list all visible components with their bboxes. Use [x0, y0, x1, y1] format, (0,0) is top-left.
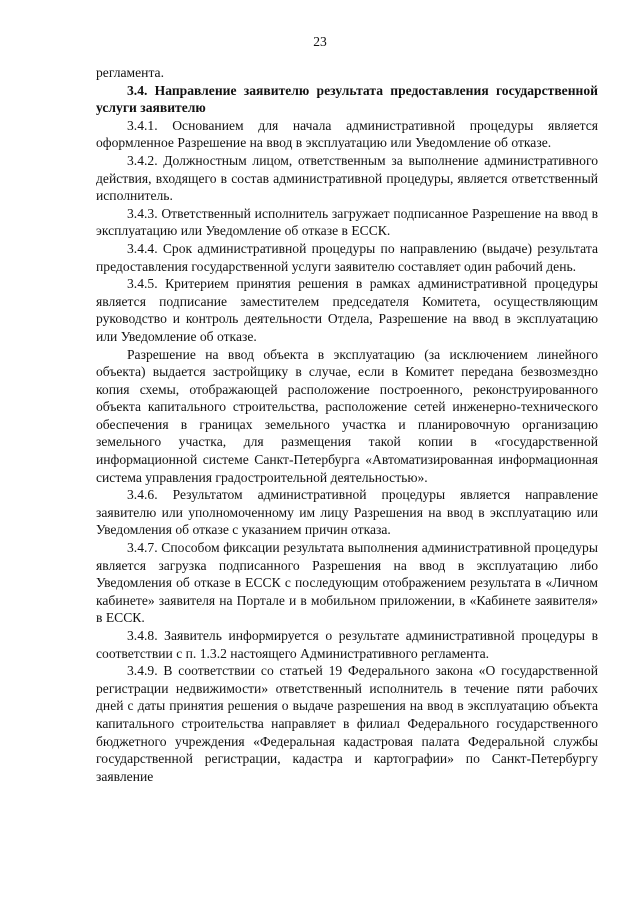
paragraph-3-4-7: 3.4.7. Способом фиксации результата выполнения административной процедуры является загрузка подписанного Разрешения на ввод в эксплуатацию либо Уведомления об отказе в ЕССК с последующим отображением результата в «Личном кабинете» заявителя на Портале и в мобильном приложении, в «Кабинете заявителя» в ЕССК.	[96, 540, 598, 626]
paragraph-3-4-9: 3.4.9. В соответствии со статьей 19 Федерального закона «О государственной регистрации недвижимости» ответственный исполнитель в течение пяти рабочих дней с даты принятия решения о выдаче разрешения на ввод в эксплуатацию объекта капитального строительства направляет в филиал Федерального государственного бюджетного учреждения «Федеральная кадастровая палата Федеральной службы государственной регистрации, кадастра и картографии» по Санкт-Петербургу заявление	[96, 663, 598, 784]
paragraph-3-4-6: 3.4.6. Результатом административной процедуры является направление заявителю или уполномоченному им лицу Разрешения на ввод в эксплуатацию или Уведомления об отказе с указанием причин отказа.	[96, 487, 598, 538]
paragraph-3-4-8: 3.4.8. Заявитель информируется о результате административной процедуры в соответствии с п. 1.3.2 настоящего Административного регламента.	[96, 628, 598, 661]
document-body	[96, 64, 598, 785]
paragraph-3-4-2: 3.4.2. Должностным лицом, ответственным за выполнение административного действия, входящего в состав административной процедуры, является ответственный исполнитель.	[96, 152, 598, 204]
paragraph-3-4-1: 3.4.1. Основанием для начала административной процедуры является оформленное Разрешение на ввод в эксплуатацию или Уведомление об отказе.	[96, 117, 598, 151]
lead-in-text: регламента.	[96, 65, 164, 80]
page-number: 23	[313, 34, 327, 49]
section-heading: 3.4. Направление заявителю результата предоставления государственной услуги заявителю	[96, 82, 598, 116]
paragraph-3-4-5: 3.4.5. Критерием принятия решения в рамках административной процедуры является подписание заместителем председателя Комитета, осуществляющим руководство и контроль деятельности Отдела, Разрешение на ввод в эксплуатацию или Уведомление об отказе.	[96, 276, 598, 344]
paragraph-3-4-4: 3.4.4. Срок административной процедуры по направлению (выдаче) результата предоставления государственной услуги заявителю составляет один рабочий день.	[96, 240, 598, 274]
paragraph-3-4-3: 3.4.3. Ответственный исполнитель загружает подписанное Разрешение на ввод в эксплуатацию или Уведомление об отказе в ЕССК.	[96, 205, 598, 239]
paragraph-permit-note: Разрешение на ввод объекта в эксплуатацию (за исключением линейного объекта) выдается застройщику в случае, если в Комитет передана безвозмездно копия схемы, отображающей расположение построенного, реконструированного объекта капитального строительства, расположение сетей инженерно-технического обеспечения в границах земельного участка и планировочную организацию земельного участка, для размещения такой копии в «государственной информационной системе Санкт-Петербурга «Автоматизированная информационная система управления градостроительной деятельностью».	[96, 346, 598, 485]
